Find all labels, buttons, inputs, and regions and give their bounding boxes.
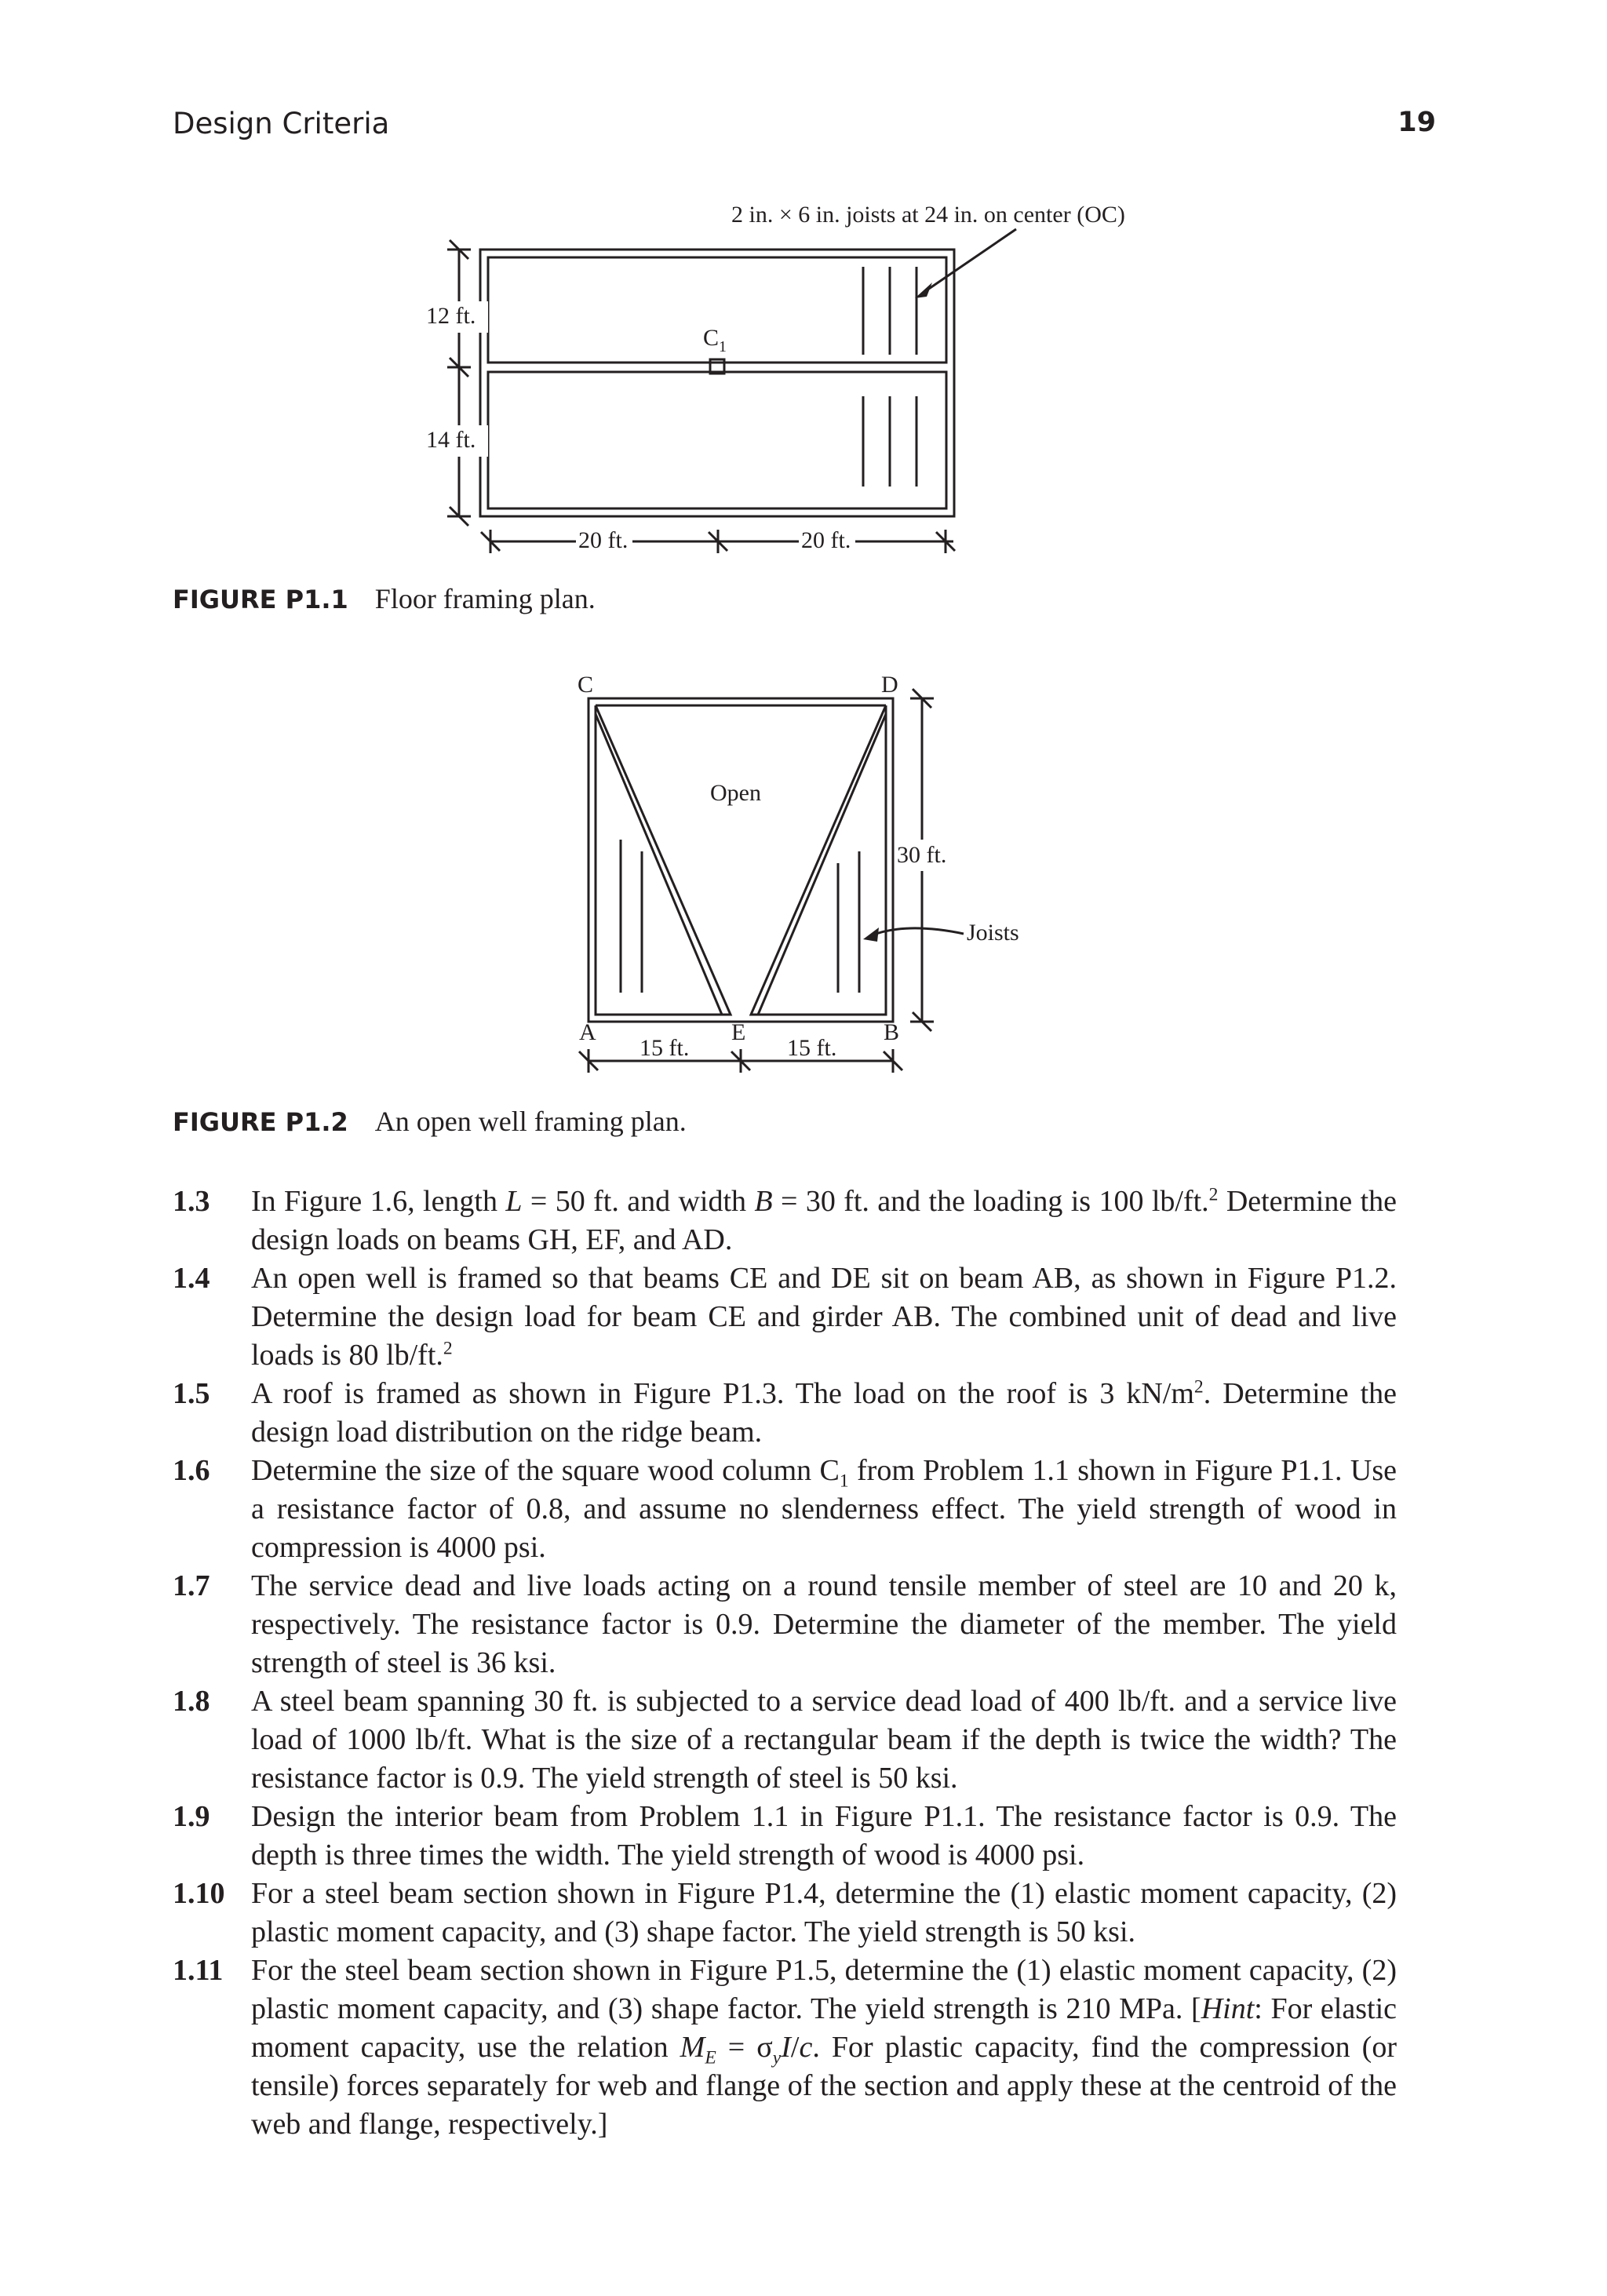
problem-number: 1.4 — [173, 1262, 210, 1295]
figure-p1-2-open-well-framing-plan — [0, 0, 1607, 1099]
joist-spec-label: 2 in. × 6 in. joists at 24 in. on center (OC) — [731, 202, 1125, 228]
problem-number: 1.3 — [173, 1185, 210, 1218]
problem-text: For the steel beam section shown in Figure P1.5, determine the (1) elastic moment capacity, (2) plastic moment capacity, and (3) shape factor. The yield strength is 210 MPa. [Hint: For elastic moment capacity, use the relation $M_E = \sigma_yI/c$. For plastic capacity, find the compression (or tensile) forces separately for web and flange of the section and apply these at the centroid of the web and flange, respectively.] — [251, 1954, 1397, 2141]
caption-number: FIGURE P1.1 — [173, 585, 348, 614]
problem-item — [173, 1183, 1397, 1259]
problem-number: 1.10 — [173, 1877, 225, 1910]
problem-number: 1.7 — [173, 1569, 210, 1602]
dimension-12ft: 12 ft. — [426, 303, 476, 329]
problem-list — [173, 1183, 1397, 2144]
dimension-15ft-right: 15 ft. — [787, 1035, 837, 1061]
dimension-30ft: 30 ft. — [897, 842, 947, 868]
problem-item — [173, 1452, 1397, 1567]
problem-number: 1.11 — [173, 1954, 224, 1987]
problem-text: The service dead and live loads acting on a round tensile member of steel are 10 and 20 k, respectively. The resistance factor is 0.9. Determine the diameter of the member. The yield strength of steel is 36 ksi. — [251, 1569, 1397, 1679]
caption-text: Floor framing plan. — [374, 583, 596, 614]
problem-number: 1.6 — [173, 1454, 210, 1487]
problem-number: 1.5 — [173, 1377, 210, 1410]
node-label-a: A — [579, 1019, 596, 1045]
joists-label: Joists — [967, 920, 1019, 946]
problem-text: A steel beam spanning 30 ft. is subjected to a service dead load of 400 lb/ft. and a service live load of 1000 lb/ft. What is the size of a rectangular beam if the depth is twice the width? The resistance factor is 0.9. The yield strength of steel is 50 ksi. — [251, 1685, 1397, 1795]
problem-item — [173, 1682, 1397, 1798]
figure-p1-2-caption — [173, 1105, 687, 1138]
beam-de — [751, 705, 886, 1015]
problem-text: Determine the size of the square wood column $C_1$ from Problem 1.1 shown in Figure P1.1. Use a resistance factor of 0.8, and assume no slenderness effect. The yield strength of wood in compression is 4000 psi. — [251, 1454, 1397, 1564]
dimension-14ft: 14 ft. — [426, 427, 476, 453]
joist-leader-line — [869, 928, 964, 936]
problem-item — [173, 1259, 1397, 1375]
running-header-title: Design Criteria — [173, 107, 390, 140]
problem-text: In Figure 1.6, length L = 50 ft. and width B = 30 ft. and the loading is 100 lb/ft.$^2$ Determine the design loads on beams GH, EF, and AD. — [251, 1184, 1397, 1256]
problem-item — [173, 1567, 1397, 1682]
problem-text: For a steel beam section shown in Figure P1.4, determine the (1) elastic moment capacity, (2) plastic moment capacity, and (3) shape factor. The yield strength is 50 ksi. — [251, 1877, 1397, 1948]
problem-item — [173, 1798, 1397, 1875]
arrowhead-icon — [863, 928, 879, 942]
problem-text: A roof is framed as shown in Figure P1.3. The load on the roof is 3 $kN/m^2$. Determine the design load distribution on the ridge beam. — [251, 1376, 1397, 1449]
problem-item — [173, 1375, 1397, 1452]
problem-item — [173, 1875, 1397, 1952]
problem-text: Design the interior beam from Problem 1.1 in Figure P1.1. The resistance factor is 0.9. The depth is three times the width. The yield strength of wood is 4000 psi. — [251, 1800, 1397, 1871]
node-label-c: C — [578, 672, 594, 698]
node-label-d: D — [881, 672, 898, 698]
caption-number: FIGURE P1.2 — [173, 1107, 348, 1137]
problem-number: 1.9 — [173, 1800, 210, 1833]
well-frame-outer — [589, 698, 893, 1022]
dimension-20ft-left: 20 ft. — [578, 527, 629, 553]
dimension-15ft-left: 15 ft. — [640, 1035, 690, 1061]
dimension-20ft-right: 20 ft. — [801, 527, 851, 553]
open-label: Open — [710, 780, 761, 806]
page-number: 19 — [1397, 107, 1436, 138]
caption-text: An open well framing plan. — [374, 1106, 687, 1137]
column-c1-label: $C_1$ — [703, 325, 727, 355]
problem-number: 1.8 — [173, 1685, 210, 1718]
node-label-e: E — [731, 1019, 746, 1045]
problem-text: An open well is framed so that beams CE and DE sit on beam AB, as shown in Figure P1.2. Determine the design load for beam CE and girder AB. The combined unit of dead and live loads is 80 lb/ft.$^2$ — [251, 1262, 1397, 1372]
problem-item — [173, 1952, 1397, 2144]
node-label-b: B — [884, 1019, 900, 1045]
beam-ce — [596, 705, 731, 1015]
